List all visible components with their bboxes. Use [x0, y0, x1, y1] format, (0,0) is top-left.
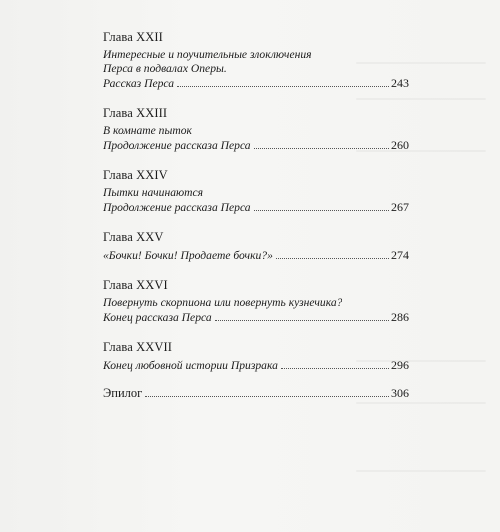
chapter-title-line	[103, 296, 409, 310]
toc-chapter	[103, 106, 409, 153]
dot-leader	[254, 148, 389, 149]
dot-leader	[177, 86, 389, 87]
dot-leader	[254, 210, 389, 211]
chapter-title-line	[103, 62, 409, 76]
chapter-title-text: Повернуть скорпиона или повернуть кузнечика?	[103, 296, 343, 309]
chapter-title-text: Продолжение рассказа Перса	[103, 139, 251, 152]
chapter-title-text: В комнате пыток	[103, 124, 192, 137]
page-number: 306	[391, 386, 409, 400]
chapter-title-line	[103, 76, 409, 91]
chapter-title-text: Перса в подвалах Оперы.	[103, 62, 227, 75]
chapter-title-text: Конец рассказа Перса	[103, 311, 212, 324]
chapter-title-line	[103, 310, 409, 325]
toc-epilog	[103, 386, 409, 401]
toc-chapter	[103, 30, 409, 91]
page-number: 274	[391, 248, 409, 262]
chapter-heading: Глава XXIII	[103, 106, 168, 120]
table-of-contents	[103, 30, 409, 401]
chapter-title-text: Продолжение рассказа Перса	[103, 201, 251, 214]
chapter-heading: Глава XXVI	[103, 278, 168, 292]
page-number: 267	[391, 200, 409, 214]
chapter-title-text: Пытки начинаются	[103, 186, 204, 199]
chapter-title-text: Интересные и поучительные злоключения	[103, 48, 312, 61]
page-number: 296	[391, 358, 409, 372]
chapter-heading: Глава XXIV	[103, 168, 168, 182]
epilog-title: Эпилог	[103, 386, 143, 400]
toc-chapter	[103, 230, 409, 263]
show-through-line	[356, 402, 486, 404]
chapter-heading: Глава XXV	[103, 230, 164, 244]
chapter-title-line	[103, 48, 409, 62]
chapter-title-line	[103, 138, 409, 153]
chapter-title-line	[103, 124, 409, 138]
dot-leader	[276, 258, 389, 259]
page-number: 286	[391, 310, 409, 324]
dot-leader	[281, 368, 389, 369]
page-number: 260	[391, 138, 409, 152]
chapter-title-text: Рассказ Перса	[103, 77, 175, 90]
chapter-title-line	[103, 248, 409, 263]
chapter-title-line	[103, 358, 409, 373]
dot-leader	[215, 320, 389, 321]
chapter-title-text: Конец любовной истории Призрака	[103, 359, 278, 372]
toc-chapter	[103, 168, 409, 215]
chapter-heading: Глава XXII	[103, 30, 163, 44]
page-number: 243	[391, 76, 409, 90]
dot-leader	[145, 396, 389, 397]
show-through-line	[356, 470, 486, 472]
chapter-title-line	[103, 200, 409, 215]
chapter-heading: Глава XXVII	[103, 340, 172, 354]
toc-chapter	[103, 278, 409, 325]
chapter-title-text: «Бочки! Бочки! Продаете бочки?»	[103, 249, 273, 262]
chapter-title-line	[103, 186, 409, 200]
toc-chapter	[103, 340, 409, 373]
